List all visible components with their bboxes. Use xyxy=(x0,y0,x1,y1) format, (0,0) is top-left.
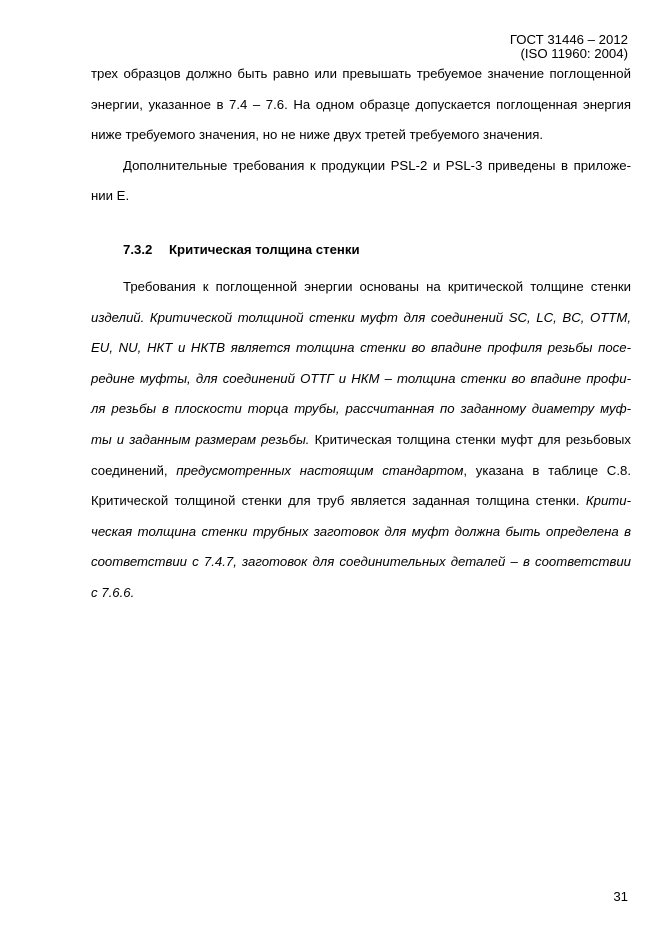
text-line: редине муфты, для соединений ОТТГ и НКМ – толщина стенки во впадине профи- xyxy=(91,370,631,386)
section-title: Критическая толщина стенки xyxy=(169,242,360,257)
text-line: ческая толщина стенки трубных заготовок для муфт должна быть определена в xyxy=(91,523,631,539)
document-header xyxy=(510,33,628,61)
text-line: соответствии с 7.4.7, заготовок для соединительных деталей – в соответствии xyxy=(91,554,631,570)
section-heading xyxy=(123,240,360,260)
text-line: ниже требуемого значения, но не ниже двух третей требуемого значения. xyxy=(91,127,544,143)
text-line: Требования к поглощенной энергии основаны на критической толщине стенки xyxy=(123,279,631,294)
text-line xyxy=(91,456,631,487)
text-line: энергии, указанное в 7.4 – 7.6. На одном образце допускается поглощенная энергия xyxy=(91,96,631,112)
text-line: ля резьбы в плоскости торца трубы, рассчитанная по заданному диаметру муф- xyxy=(91,401,631,417)
text-run: , указана в таблице C.8. xyxy=(463,462,631,478)
text-run: Критической толщиной стенки для труб является заданная толщина стенки. xyxy=(91,493,586,509)
text-line: трех образцов должно быть равно или превышать требуемое значение поглощенной xyxy=(91,66,631,81)
paragraph-block-1 xyxy=(91,59,631,212)
text-line: EU, NU, НКТ и НКТВ является толщина стенки во впадине профиля резьбы посе- xyxy=(91,340,631,356)
text-run: соединений, xyxy=(91,462,177,478)
text-run: Критическая толщина стенки муфт для резьбовых xyxy=(309,431,631,447)
text-line xyxy=(91,425,631,456)
text-italic-run: ты и заданным размерам резьбы. xyxy=(91,431,310,447)
text-line: Дополнительные требования к продукции PSL-2 и PSL-3 приведены в приложе- xyxy=(123,157,631,173)
text-line xyxy=(91,486,631,517)
paragraph-block-2 xyxy=(91,272,631,609)
text-line: нии E. xyxy=(91,188,130,204)
text-line: изделий. Критической толщиной стенки муфт для соединений SC, LC, BC, OTTM, xyxy=(91,309,631,325)
page-number: 31 xyxy=(613,889,628,904)
text-italic-run: Крити- xyxy=(585,493,631,509)
standard-number: ГОСТ 31446 – 2012 xyxy=(509,32,628,47)
iso-reference: (ISO 11960: 2004) xyxy=(520,46,628,61)
text-line: с 7.6.6. xyxy=(91,584,135,600)
section-number: 7.3.2 xyxy=(123,242,153,257)
text-italic-run: предусмотренных настоящим стандартом xyxy=(176,462,464,478)
